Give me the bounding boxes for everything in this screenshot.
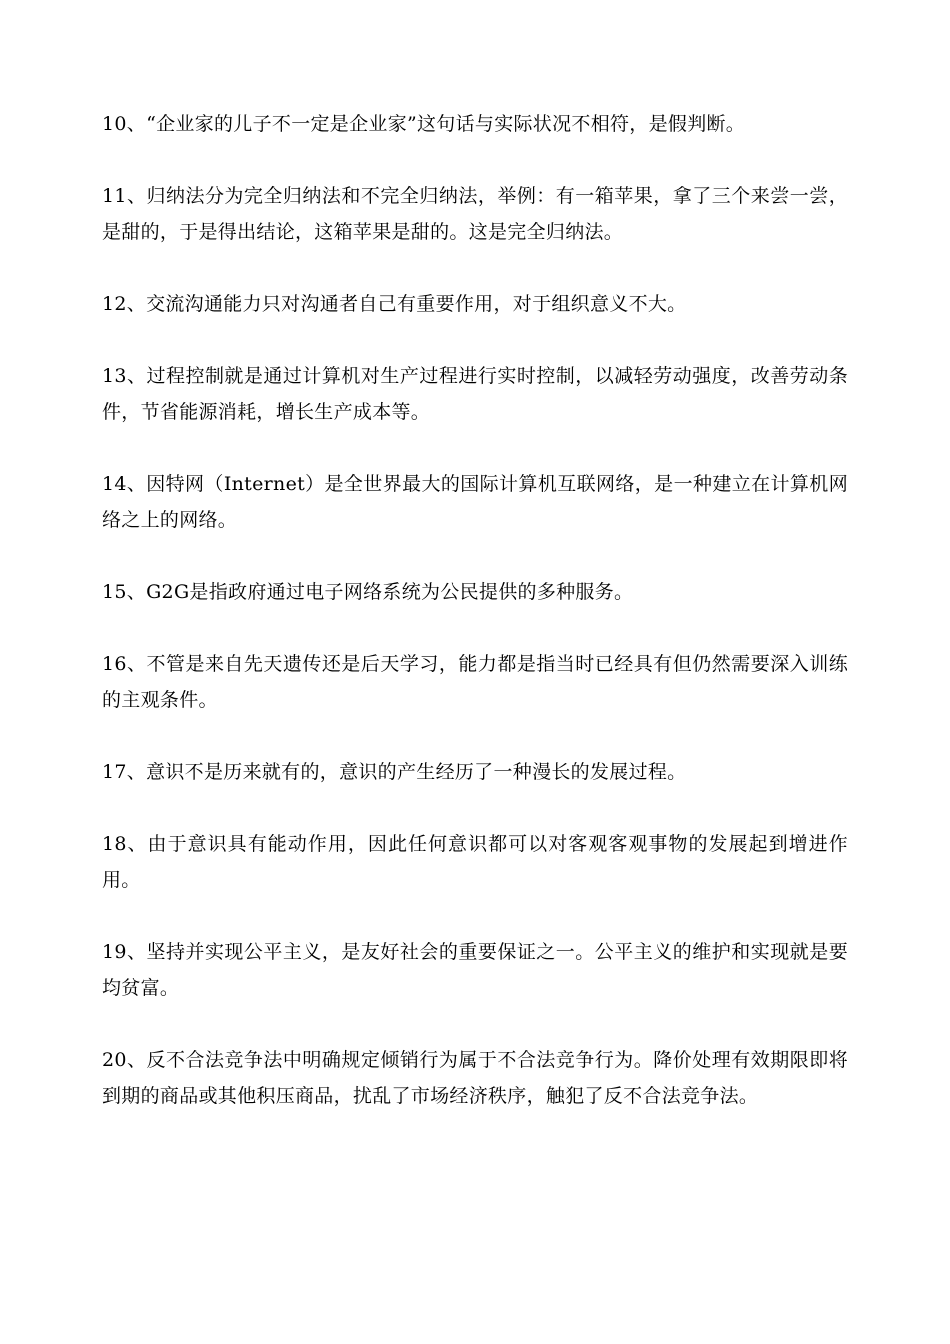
statement-list — [102, 106, 848, 1150]
statement-20: 20、反不合法竞争法中明确规定倾销行为属于不合法竞争行为。降价处理有效期限即将到期的商品或其他积压商品，扰乱了市场经济秩序，触犯了反不合法竞争法。 — [102, 1049, 848, 1107]
statement-13: 13、过程控制就是通过计算机对生产过程进行实时控制，以减轻劳动强度，改善劳动条件，节省能源消耗，增长生产成本等。 — [102, 365, 848, 423]
statement-14: 14、因特网（Internet）是全世界最大的国际计算机互联网络，是一种建立在计算机网络之上的网络。 — [102, 473, 848, 531]
statement-18: 18、由于意识具有能动作用，因此任何意识都可以对客观客观事物的发展起到增进作用。 — [102, 833, 848, 891]
statement-10: 10、“企业家的儿子不一定是企业家”这句话与实际状况不相符，是假判断。 — [102, 113, 746, 135]
statement-15: 15、G2G是指政府通过电子网络系统为公民提供的多种服务。 — [102, 581, 634, 603]
statement-17: 17、意识不是历来就有的，意识的产生经历了一种漫长的发展过程。 — [102, 761, 687, 783]
statement-19: 19、坚持并实现公平主义，是友好社会的重要保证之一。公平主义的维护和实现就是要均贫富。 — [102, 941, 848, 999]
statement-12: 12、交流沟通能力只对沟通者自己有重要作用，对于组织意义不大。 — [102, 293, 687, 315]
statement-16: 16、不管是来自先天遗传还是后天学习，能力都是指当时已经具有但仍然需要深入训练的主观条件。 — [102, 653, 848, 711]
statement-11: 11、归纳法分为完全归纳法和不完全归纳法，举例：有一箱苹果，拿了三个来尝一尝，是甜的，于是得出结论，这箱苹果是甜的。这是完全归纳法。 — [102, 185, 848, 243]
